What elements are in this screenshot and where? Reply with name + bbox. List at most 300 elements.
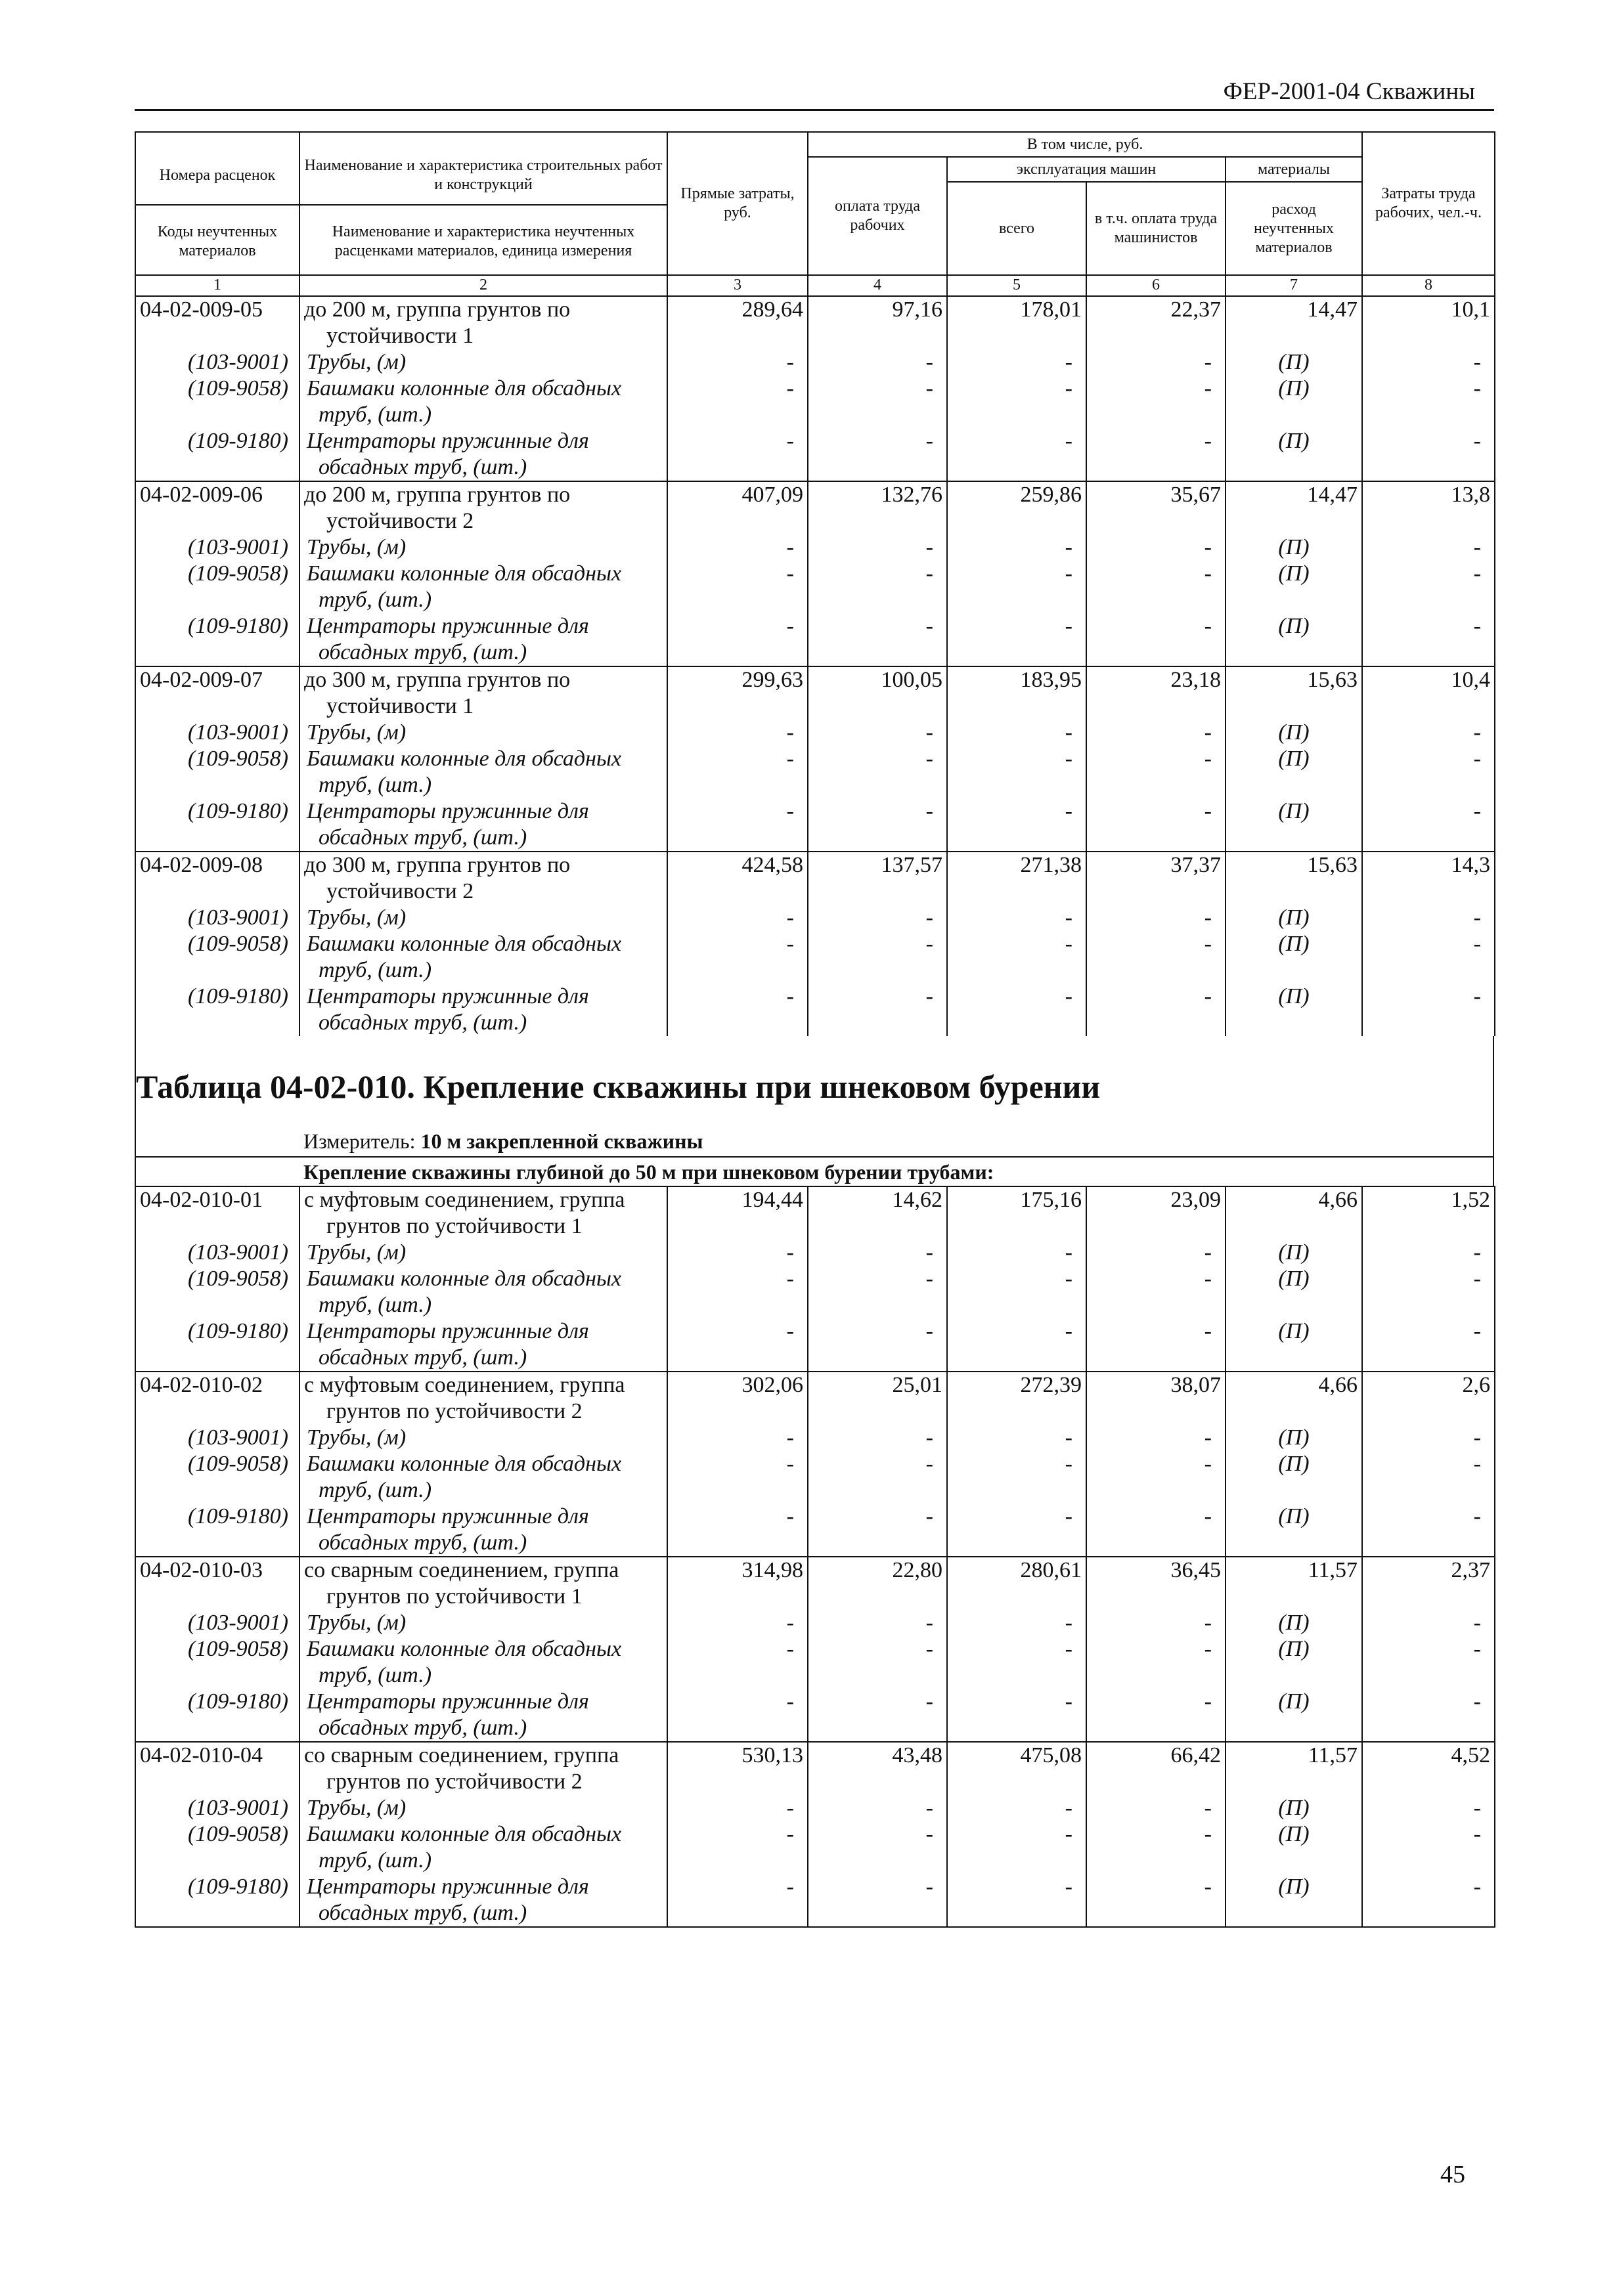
direct-costs-cell: - xyxy=(667,720,808,746)
material-name: Трубы, (м) xyxy=(299,1240,667,1266)
machines-cell: - xyxy=(947,798,1086,852)
machines-cell: - xyxy=(947,349,1086,376)
section-measure xyxy=(135,1125,1494,1158)
rate-code: 04-02-010-03 xyxy=(135,1557,299,1610)
header-col2 xyxy=(299,132,667,275)
material-name: Трубы, (м) xyxy=(299,1795,667,1821)
labor-pay-cell: - xyxy=(808,1266,947,1318)
direct-costs-cell: - xyxy=(667,1874,808,1927)
direct-costs-cell: - xyxy=(667,561,808,613)
machines-cell: - xyxy=(947,428,1086,481)
operator-pay-cell: - xyxy=(1086,1795,1226,1821)
materials-usage-cell: 14,47 xyxy=(1226,296,1362,349)
rate-name: с муфтовым соединением, группа грунтов по устойчивости 2 xyxy=(299,1372,667,1425)
operator-pay-cell: - xyxy=(1086,349,1226,376)
labor-costs-cell: 2,6 xyxy=(1362,1372,1495,1425)
labor-costs-cell: 10,4 xyxy=(1362,666,1495,720)
labor-pay-cell: - xyxy=(808,376,947,428)
material-name: Центраторы пружинные для обсадных труб, (шт.) xyxy=(299,1689,667,1742)
labor-costs-cell: - xyxy=(1362,1240,1495,1266)
material-code: (109-9058) xyxy=(135,1821,299,1874)
header-col2-top: Наименование и характеристика строительных работ и конструкций xyxy=(300,146,667,206)
rate-name: со сварным соединением, группа грунтов по устойчивости 1 xyxy=(299,1557,667,1610)
direct-costs-cell: - xyxy=(667,1451,808,1504)
labor-pay-cell: - xyxy=(808,1610,947,1636)
operator-pay-cell: - xyxy=(1086,534,1226,561)
labor-costs-cell: 14,3 xyxy=(1362,852,1495,905)
labor-pay-cell: 22,80 xyxy=(808,1557,947,1610)
material-row xyxy=(135,1874,1495,1927)
operator-pay-cell: - xyxy=(1086,428,1226,481)
operator-pay-cell: - xyxy=(1086,1425,1226,1451)
material-row xyxy=(135,534,1495,561)
material-row xyxy=(135,1425,1495,1451)
operator-pay-cell: - xyxy=(1086,798,1226,852)
materials-usage-cell: (П) xyxy=(1226,349,1362,376)
column-number: 1 xyxy=(135,275,299,296)
operator-pay-cell: 23,18 xyxy=(1086,666,1226,720)
labor-costs-cell: - xyxy=(1362,746,1495,798)
labor-costs-cell: - xyxy=(1362,798,1495,852)
direct-costs-cell: - xyxy=(667,1240,808,1266)
labor-pay-cell: 100,05 xyxy=(808,666,947,720)
direct-costs-cell: 302,06 xyxy=(667,1372,808,1425)
labor-costs-cell: - xyxy=(1362,1451,1495,1504)
direct-costs-cell: - xyxy=(667,428,808,481)
material-code: (109-9058) xyxy=(135,376,299,428)
labor-costs-cell: - xyxy=(1362,931,1495,984)
labor-pay-cell: 137,57 xyxy=(808,852,947,905)
page-header-title: ФЕР-2001-04 Скважины xyxy=(1223,78,1475,105)
labor-pay-cell: - xyxy=(808,561,947,613)
machines-cell: - xyxy=(947,1266,1086,1318)
machines-cell: - xyxy=(947,1795,1086,1821)
material-code: (109-9058) xyxy=(135,1266,299,1318)
labor-costs-cell: - xyxy=(1362,984,1495,1036)
material-code: (103-9001) xyxy=(135,1425,299,1451)
material-row xyxy=(135,798,1495,852)
header-col1-top: Номера расценок xyxy=(136,146,299,206)
labor-pay-cell: - xyxy=(808,798,947,852)
direct-costs-cell: - xyxy=(667,1610,808,1636)
material-name: Башмаки колонные для обсадных труб, (шт.) xyxy=(299,1636,667,1689)
material-name: Центраторы пружинные для обсадных труб, (шт.) xyxy=(299,613,667,666)
rates-table-2 xyxy=(135,1186,1495,1928)
rate-name: до 300 м, группа грунтов по устойчивости 1 xyxy=(299,666,667,720)
material-code: (103-9001) xyxy=(135,349,299,376)
labor-pay-cell: - xyxy=(808,1689,947,1742)
machines-cell: - xyxy=(947,1821,1086,1874)
materials-usage-cell: (П) xyxy=(1226,561,1362,613)
direct-costs-cell: - xyxy=(667,1689,808,1742)
materials-usage-cell: (П) xyxy=(1226,376,1362,428)
machines-cell: - xyxy=(947,1636,1086,1689)
labor-pay-cell: 132,76 xyxy=(808,481,947,534)
labor-pay-cell: - xyxy=(808,1504,947,1557)
labor-costs-cell: - xyxy=(1362,1610,1495,1636)
material-name: Трубы, (м) xyxy=(299,1610,667,1636)
machines-cell: - xyxy=(947,376,1086,428)
materials-usage-cell: (П) xyxy=(1226,613,1362,666)
rate-name: со сварным соединением, группа грунтов по устойчивости 2 xyxy=(299,1742,667,1795)
labor-pay-cell: - xyxy=(808,746,947,798)
machines-cell: 183,95 xyxy=(947,666,1086,720)
labor-costs-cell: - xyxy=(1362,1504,1495,1557)
material-name: Центраторы пружинные для обсадных труб, (шт.) xyxy=(299,1874,667,1927)
material-row xyxy=(135,376,1495,428)
materials-usage-cell: (П) xyxy=(1226,1240,1362,1266)
materials-usage-cell: 4,66 xyxy=(1226,1186,1362,1240)
labor-pay-cell: 97,16 xyxy=(808,296,947,349)
labor-pay-cell: - xyxy=(808,1821,947,1874)
machines-cell: 178,01 xyxy=(947,296,1086,349)
materials-usage-cell: (П) xyxy=(1226,534,1362,561)
block1-body xyxy=(135,296,1495,1036)
labor-costs-cell: - xyxy=(1362,720,1495,746)
material-code: (109-9058) xyxy=(135,746,299,798)
operator-pay-cell: - xyxy=(1086,984,1226,1036)
rate-row xyxy=(135,296,1495,349)
material-name: Центраторы пружинные для обсадных труб, (шт.) xyxy=(299,984,667,1036)
material-code: (103-9001) xyxy=(135,905,299,931)
direct-costs-cell: 407,09 xyxy=(667,481,808,534)
rate-name: до 200 м, группа грунтов по устойчивости 2 xyxy=(299,481,667,534)
labor-pay-cell: - xyxy=(808,534,947,561)
rate-code: 04-02-009-07 xyxy=(135,666,299,720)
rate-code: 04-02-010-01 xyxy=(135,1186,299,1240)
direct-costs-cell: - xyxy=(667,905,808,931)
machines-cell: - xyxy=(947,1610,1086,1636)
material-row xyxy=(135,905,1495,931)
material-code: (109-9180) xyxy=(135,984,299,1036)
machines-cell: 259,86 xyxy=(947,481,1086,534)
labor-costs-cell: 4,52 xyxy=(1362,1742,1495,1795)
labor-costs-cell: - xyxy=(1362,534,1495,561)
materials-usage-cell: (П) xyxy=(1226,931,1362,984)
material-name: Центраторы пружинные для обсадных труб, (шт.) xyxy=(299,1504,667,1557)
rate-code: 04-02-010-02 xyxy=(135,1372,299,1425)
rate-row xyxy=(135,1372,1495,1425)
operator-pay-cell: - xyxy=(1086,1821,1226,1874)
rate-row xyxy=(135,1557,1495,1610)
machines-cell: - xyxy=(947,1451,1086,1504)
operator-pay-cell: - xyxy=(1086,931,1226,984)
material-name: Башмаки колонные для обсадных труб, (шт.) xyxy=(299,561,667,613)
operator-pay-cell: - xyxy=(1086,613,1226,666)
material-row xyxy=(135,1610,1495,1636)
labor-pay-cell: - xyxy=(808,1795,947,1821)
direct-costs-cell: - xyxy=(667,1636,808,1689)
labor-pay-cell: 25,01 xyxy=(808,1372,947,1425)
column-number: 3 xyxy=(667,275,808,296)
material-code: (109-9180) xyxy=(135,613,299,666)
material-code: (109-9180) xyxy=(135,1318,299,1372)
rates-sheet xyxy=(135,131,1494,1928)
materials-usage-cell: (П) xyxy=(1226,1451,1362,1504)
labor-costs-cell: 13,8 xyxy=(1362,481,1495,534)
header-labor-costs: Затраты труда рабочих, чел.-ч. xyxy=(1362,132,1495,275)
material-name: Центраторы пружинные для обсадных труб, (шт.) xyxy=(299,798,667,852)
direct-costs-cell: 289,64 xyxy=(667,296,808,349)
operator-pay-cell: - xyxy=(1086,376,1226,428)
labor-costs-cell: 2,37 xyxy=(1362,1557,1495,1610)
direct-costs-cell: - xyxy=(667,798,808,852)
material-name: Башмаки колонные для обсадных труб, (шт.) xyxy=(299,746,667,798)
header-machine-ops: эксплуатация машин xyxy=(947,157,1226,182)
material-row xyxy=(135,984,1495,1036)
header-col1 xyxy=(135,132,299,275)
labor-pay-cell: - xyxy=(808,905,947,931)
operator-pay-cell: - xyxy=(1086,746,1226,798)
header-col2-bottom: Наименование и характеристика неучтенных расценками материалов, единица измерения xyxy=(332,223,635,259)
column-numbers-row xyxy=(135,275,1495,296)
labor-pay-cell: - xyxy=(808,428,947,481)
operator-pay-cell: 38,07 xyxy=(1086,1372,1226,1425)
rate-row xyxy=(135,852,1495,905)
machines-cell: - xyxy=(947,1504,1086,1557)
operator-pay-cell: - xyxy=(1086,1266,1226,1318)
materials-usage-cell: (П) xyxy=(1226,1610,1362,1636)
direct-costs-cell: - xyxy=(667,349,808,376)
rate-code: 04-02-009-05 xyxy=(135,296,299,349)
materials-usage-cell: (П) xyxy=(1226,1636,1362,1689)
material-code: (103-9001) xyxy=(135,1240,299,1266)
material-row xyxy=(135,1504,1495,1557)
material-code: (103-9001) xyxy=(135,1610,299,1636)
labor-pay-cell: - xyxy=(808,1874,947,1927)
material-row xyxy=(135,349,1495,376)
material-row xyxy=(135,1451,1495,1504)
labor-pay-cell: 14,62 xyxy=(808,1186,947,1240)
material-name: Башмаки колонные для обсадных труб, (шт.) xyxy=(299,1821,667,1874)
rate-code: 04-02-009-06 xyxy=(135,481,299,534)
materials-usage-cell: (П) xyxy=(1226,905,1362,931)
direct-costs-cell: - xyxy=(667,1318,808,1372)
labor-pay-cell: - xyxy=(808,720,947,746)
header-rule xyxy=(135,109,1494,111)
column-number: 8 xyxy=(1362,275,1495,296)
material-code: (109-9180) xyxy=(135,428,299,481)
machines-cell: - xyxy=(947,1240,1086,1266)
material-name: Трубы, (м) xyxy=(299,534,667,561)
operator-pay-cell: - xyxy=(1086,1451,1226,1504)
column-number: 4 xyxy=(808,275,947,296)
labor-pay-cell: - xyxy=(808,1451,947,1504)
labor-pay-cell: 43,48 xyxy=(808,1742,947,1795)
material-code: (109-9180) xyxy=(135,1504,299,1557)
material-code: (103-9001) xyxy=(135,720,299,746)
materials-usage-cell: 4,66 xyxy=(1226,1372,1362,1425)
machines-cell: - xyxy=(947,1318,1086,1372)
material-name: Башмаки колонные для обсадных труб, (шт.) xyxy=(299,1266,667,1318)
material-row xyxy=(135,1266,1495,1318)
material-row xyxy=(135,746,1495,798)
labor-costs-cell: - xyxy=(1362,1795,1495,1821)
materials-usage-cell: (П) xyxy=(1226,428,1362,481)
machines-cell: - xyxy=(947,561,1086,613)
material-row xyxy=(135,428,1495,481)
material-name: Башмаки колонные для обсадных труб, (шт.) xyxy=(299,376,667,428)
labor-costs-cell: - xyxy=(1362,1874,1495,1927)
direct-costs-cell: - xyxy=(667,1266,808,1318)
material-row xyxy=(135,720,1495,746)
measure-value: 10 м закрепленной скважины xyxy=(420,1129,703,1153)
operator-pay-cell: - xyxy=(1086,720,1226,746)
labor-costs-cell: - xyxy=(1362,1821,1495,1874)
labor-costs-cell: - xyxy=(1362,376,1495,428)
material-code: (109-9180) xyxy=(135,1689,299,1742)
material-name: Центраторы пружинные для обсадных труб, (шт.) xyxy=(299,1318,667,1372)
rate-row xyxy=(135,481,1495,534)
section-subtitle: Крепление скважины глубиной до 50 м при шнековом бурении трубами: xyxy=(135,1158,1494,1186)
labor-costs-cell: - xyxy=(1362,428,1495,481)
materials-usage-cell: 11,57 xyxy=(1226,1557,1362,1610)
labor-costs-cell: - xyxy=(1362,1636,1495,1689)
rate-name: до 200 м, группа грунтов по устойчивости 1 xyxy=(299,296,667,349)
labor-pay-cell: - xyxy=(808,1318,947,1372)
operator-pay-cell: 22,37 xyxy=(1086,296,1226,349)
machines-cell: - xyxy=(947,1425,1086,1451)
direct-costs-cell: 194,44 xyxy=(667,1186,808,1240)
materials-usage-cell: (П) xyxy=(1226,1795,1362,1821)
machines-cell: - xyxy=(947,720,1086,746)
rate-row xyxy=(135,1186,1495,1240)
header-direct-costs: Прямые затраты, руб. xyxy=(667,132,808,275)
direct-costs-cell: 299,63 xyxy=(667,666,808,720)
section-title: Таблица 04-02-010. Крепление скважины при шнековом бурении xyxy=(135,1036,1494,1125)
labor-pay-cell: - xyxy=(808,984,947,1036)
material-row xyxy=(135,1318,1495,1372)
material-row xyxy=(135,561,1495,613)
materials-usage-cell: (П) xyxy=(1226,1821,1362,1874)
materials-usage-cell: (П) xyxy=(1226,720,1362,746)
materials-usage-cell: 15,63 xyxy=(1226,666,1362,720)
material-name: Трубы, (м) xyxy=(299,720,667,746)
labor-costs-cell: - xyxy=(1362,613,1495,666)
direct-costs-cell: - xyxy=(667,931,808,984)
header-total: всего xyxy=(947,182,1086,275)
materials-usage-cell: (П) xyxy=(1226,1266,1362,1318)
operator-pay-cell: - xyxy=(1086,1874,1226,1927)
material-name: Трубы, (м) xyxy=(299,905,667,931)
materials-usage-cell: 14,47 xyxy=(1226,481,1362,534)
labor-pay-cell: - xyxy=(808,1636,947,1689)
machines-cell: - xyxy=(947,1874,1086,1927)
machines-cell: - xyxy=(947,534,1086,561)
direct-costs-cell: 424,58 xyxy=(667,852,808,905)
column-number: 7 xyxy=(1226,275,1362,296)
materials-usage-cell: 15,63 xyxy=(1226,852,1362,905)
materials-usage-cell: (П) xyxy=(1226,798,1362,852)
material-code: (109-9058) xyxy=(135,1636,299,1689)
header-including: В том числе, руб. xyxy=(808,132,1362,157)
machines-cell: - xyxy=(947,613,1086,666)
machines-cell: 272,39 xyxy=(947,1372,1086,1425)
block2-body xyxy=(135,1186,1495,1927)
direct-costs-cell: - xyxy=(667,534,808,561)
direct-costs-cell: - xyxy=(667,1821,808,1874)
material-row xyxy=(135,1795,1495,1821)
materials-usage-cell: (П) xyxy=(1226,1689,1362,1742)
header-materials-usage: расход неучтенных материалов xyxy=(1226,182,1362,275)
header-operator-pay: в т.ч. оплата труда машинистов xyxy=(1086,182,1226,275)
direct-costs-cell: - xyxy=(667,1425,808,1451)
operator-pay-cell: - xyxy=(1086,1610,1226,1636)
material-name: Башмаки колонные для обсадных труб, (шт.) xyxy=(299,931,667,984)
labor-costs-cell: 10,1 xyxy=(1362,296,1495,349)
materials-usage-cell: (П) xyxy=(1226,1504,1362,1557)
material-row xyxy=(135,613,1495,666)
direct-costs-cell: - xyxy=(667,984,808,1036)
material-name: Трубы, (м) xyxy=(299,1425,667,1451)
materials-usage-cell: 11,57 xyxy=(1226,1742,1362,1795)
labor-costs-cell: - xyxy=(1362,1266,1495,1318)
rate-code: 04-02-010-04 xyxy=(135,1742,299,1795)
rate-name: с муфтовым соединением, группа грунтов по устойчивости 1 xyxy=(299,1186,667,1240)
column-number: 6 xyxy=(1086,275,1226,296)
material-name: Центраторы пружинные для обсадных труб, (шт.) xyxy=(299,428,667,481)
operator-pay-cell: 23,09 xyxy=(1086,1186,1226,1240)
rate-name: до 300 м, группа грунтов по устойчивости 2 xyxy=(299,852,667,905)
page-number: 45 xyxy=(1440,2161,1465,2188)
operator-pay-cell: 36,45 xyxy=(1086,1557,1226,1610)
direct-costs-cell: - xyxy=(667,1795,808,1821)
rates-table xyxy=(135,131,1495,1036)
header-col1-bottom: Коды неучтенных материалов xyxy=(157,223,278,259)
labor-costs-cell: 1,52 xyxy=(1362,1186,1495,1240)
material-code: (103-9001) xyxy=(135,534,299,561)
column-number: 2 xyxy=(299,275,667,296)
rate-row xyxy=(135,666,1495,720)
machines-cell: 175,16 xyxy=(947,1186,1086,1240)
labor-pay-cell: - xyxy=(808,931,947,984)
direct-costs-cell: - xyxy=(667,746,808,798)
operator-pay-cell: - xyxy=(1086,1318,1226,1372)
labor-pay-cell: - xyxy=(808,1240,947,1266)
machines-cell: - xyxy=(947,931,1086,984)
material-name: Башмаки колонные для обсадных труб, (шт.) xyxy=(299,1451,667,1504)
machines-cell: - xyxy=(947,905,1086,931)
machines-cell: 475,08 xyxy=(947,1742,1086,1795)
direct-costs-cell: 314,98 xyxy=(667,1557,808,1610)
labor-pay-cell: - xyxy=(808,1425,947,1451)
header-materials: материалы xyxy=(1226,157,1362,182)
operator-pay-cell: - xyxy=(1086,561,1226,613)
material-row xyxy=(135,1240,1495,1266)
labor-costs-cell: - xyxy=(1362,561,1495,613)
materials-usage-cell: (П) xyxy=(1226,1874,1362,1927)
labor-pay-cell: - xyxy=(808,613,947,666)
material-code: (103-9001) xyxy=(135,1795,299,1821)
operator-pay-cell: - xyxy=(1086,905,1226,931)
labor-pay-cell: - xyxy=(808,349,947,376)
machines-cell: 271,38 xyxy=(947,852,1086,905)
machines-cell: - xyxy=(947,746,1086,798)
direct-costs-cell: - xyxy=(667,1504,808,1557)
material-row xyxy=(135,1636,1495,1689)
operator-pay-cell: - xyxy=(1086,1636,1226,1689)
rate-code: 04-02-009-08 xyxy=(135,852,299,905)
column-number: 5 xyxy=(947,275,1086,296)
labor-costs-cell: - xyxy=(1362,1689,1495,1742)
material-code: (109-9058) xyxy=(135,931,299,984)
material-name: Трубы, (м) xyxy=(299,349,667,376)
operator-pay-cell: - xyxy=(1086,1689,1226,1742)
measure-label: Измеритель: xyxy=(303,1129,416,1153)
machines-cell: - xyxy=(947,1689,1086,1742)
direct-costs-cell: 530,13 xyxy=(667,1742,808,1795)
material-row xyxy=(135,1689,1495,1742)
